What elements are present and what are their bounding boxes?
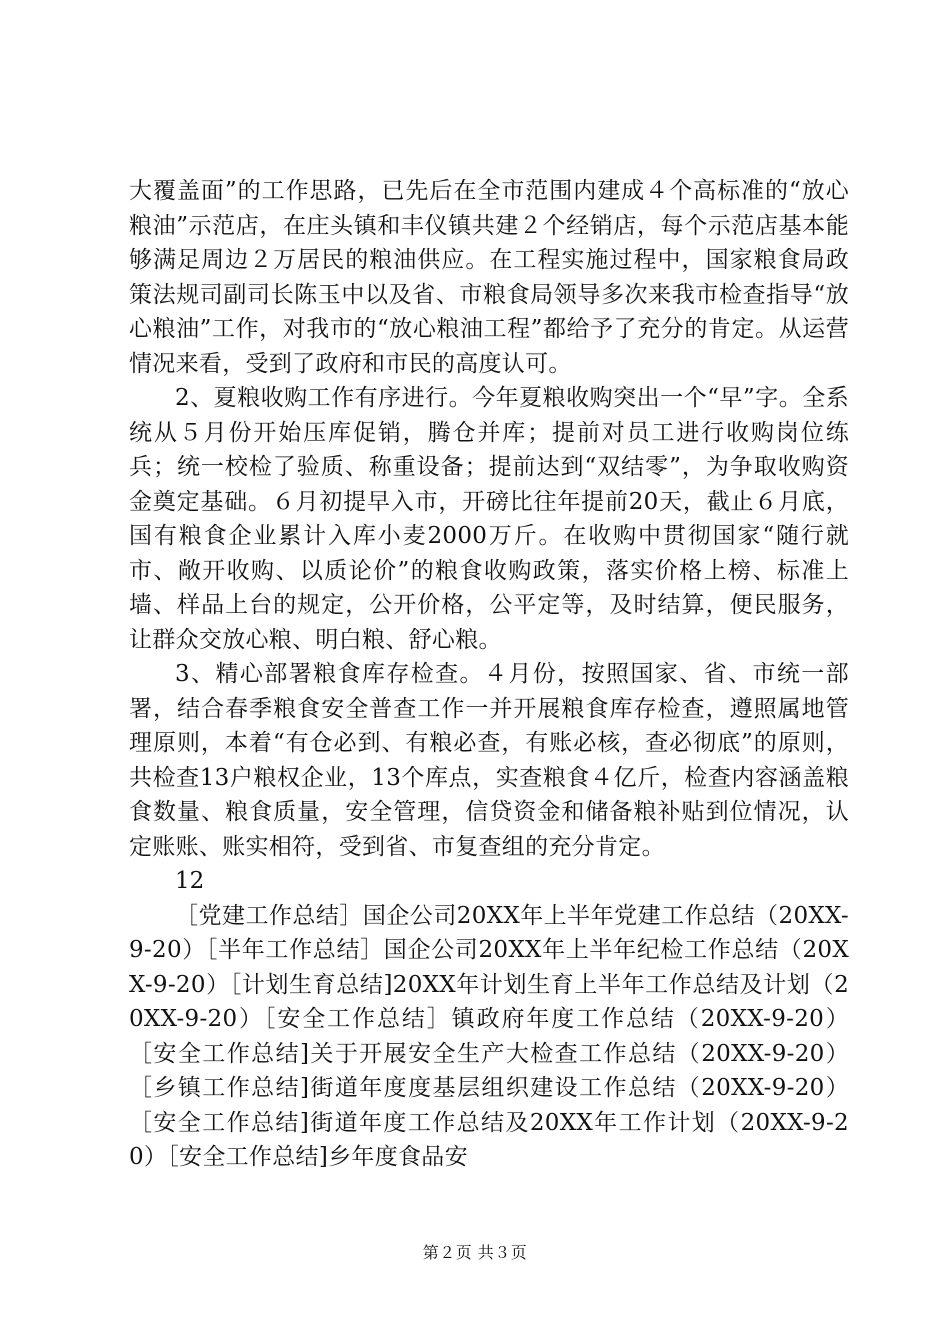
paragraph-grain-inventory-check: 3、精心部署粮食库存检查。４月份，按照国家、省、市统一部署，结合春季粮食安全普查工作一并开展粮食库存检查，遵照属地管理原则，本着“有仓必到、有粮必查，有账必核，查必彻底”的原则，共检查13户粮权企业，13个库点，实查粮食４亿斤，检查内容涵盖粮食数量、粮食质量，安全管理，信贷资金和储备粮补贴到位情况，认定账账、账实相符，受到省、市复查组的充分肯定。 [129,661,849,860]
paragraph-summer-grain-purchase: 2、夏粮收购工作有序进行。今年夏粮收购突出一个“早”字。全系统从５月份开始压库促销，腾仓并库；提前对员工进行收购岗位练兵；统一校检了验质、称重设备；提前达到“双结零”，为争取收购资金奠定基础。６月初提早入市，开磅比往年提前20天，截止６月底，国有粮食企业累计入库小麦2000万斤。在收购中贯彻国家“随行就市、敞开收购、以质论价”的粮食收购政策，落实价格上榜、标准上墙、样品上台的规定，公开价格，公平定等，及时结算，便民服务，让群众交放心粮、明白粮、舒心粮。 [129,385,849,653]
page-footer: 第２页 共３页 [422,1243,528,1262]
document-body [129,174,849,1175]
related-articles-list: ［党建工作总结］国企公司20XX年上半年党建工作总结（20XX-9-20）［半年工作总结］国企公司20XX年上半年纪检工作总结（20XX-9-20）［计划生育总结]20XX年计划生育上半年工作总结及计划（20XX-9-20）［安全工作总结］镇政府年度工作总结（20XX-9-20）［安全工作总结]关于开展安全生产大检查工作总结（20XX-9-20）［乡镇工作总结]街道年度度基层组织建设工作总结（20XX-9-20）［安全工作总结]街道年度工作总结及20XX年工作计划（20XX-9-20）［安全工作总结]乡年度食品安 [129,902,849,1170]
inline-page-number: 12 [175,868,205,894]
paragraph-continued: 大覆盖面”的工作思路，已先后在全市范围内建成４个高标准的“放心粮油”示范店，在庄头镇和丰仪镇共建２个经销店，每个示范店基本能够满足周边２万居民的粮油供应。在工程实施过程中，国家粮食局政策法规司副司长陈玉中以及省、市粮食局领导多次来我市检查指导“放心粮油”工作，对我市的“放心粮油工程”都给予了充分的肯定。从运营情况来看，受到了政府和市民的高度认可。 [129,178,849,377]
